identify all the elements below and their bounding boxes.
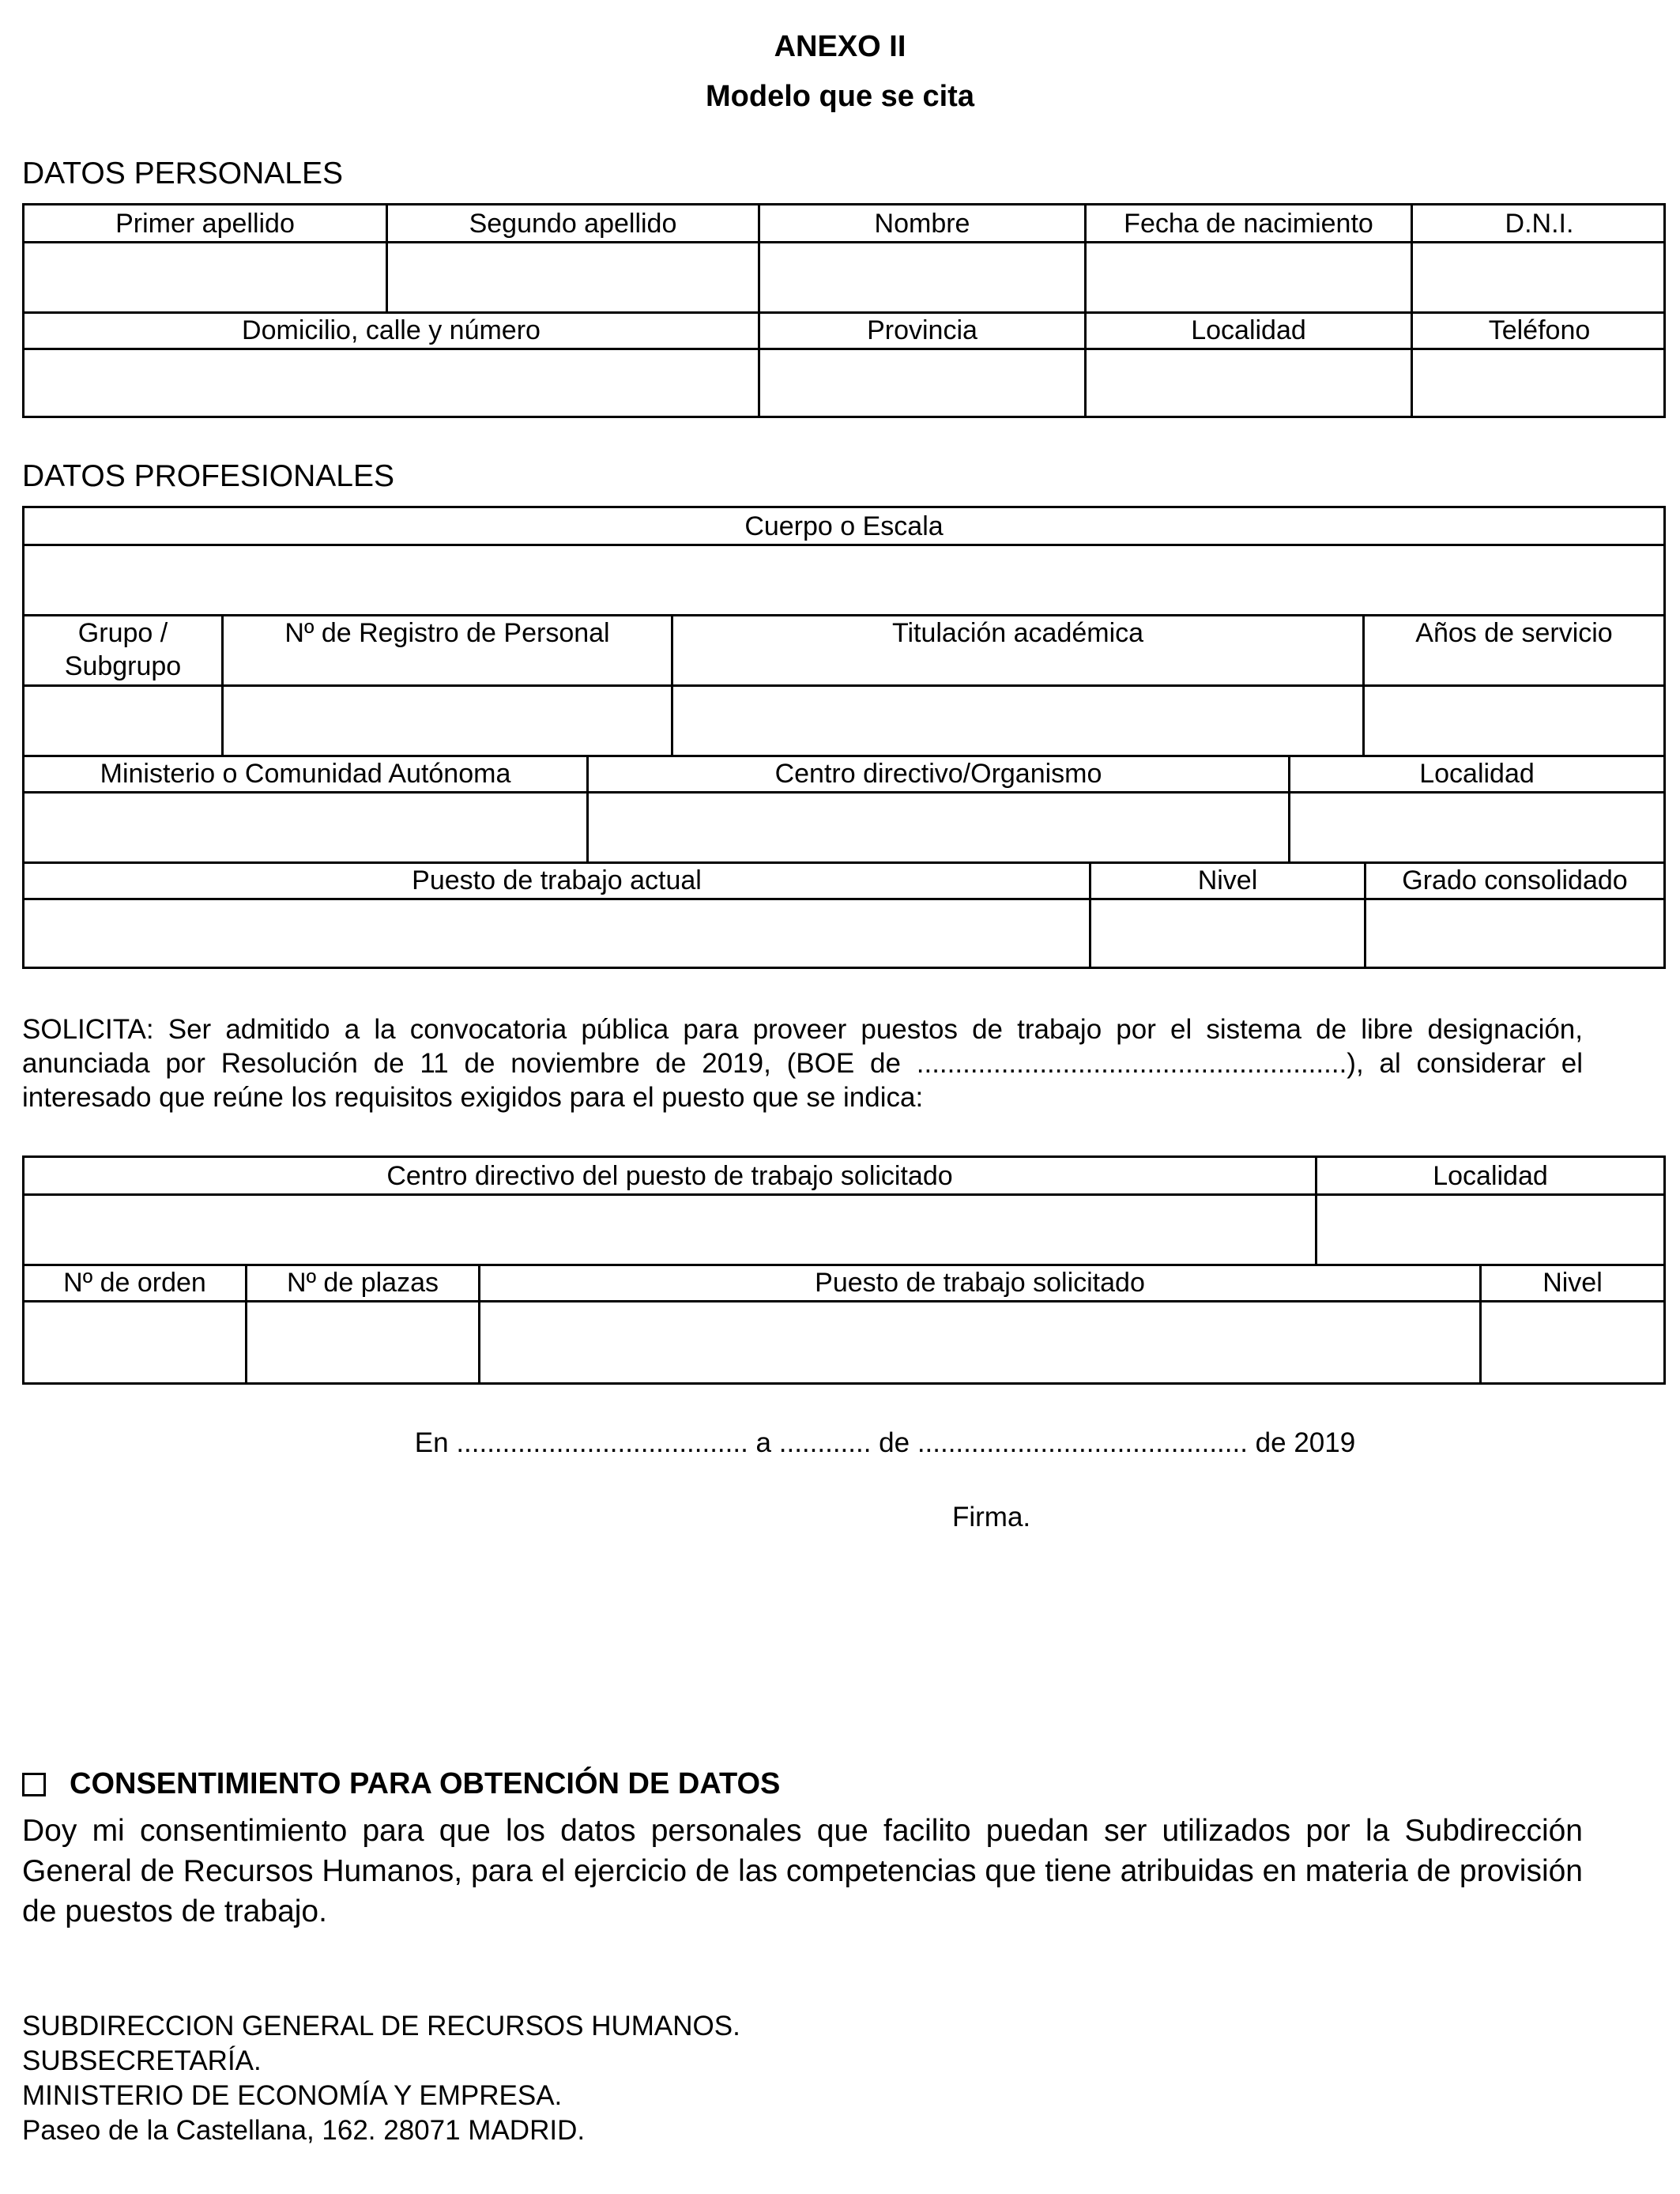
label-puesto-actual: Puesto de trabajo actual [412,865,702,895]
personal-data-table [22,203,1666,418]
label-provincia: Provincia [867,315,977,345]
label-registro-personal: Nº de Registro de Personal [284,618,610,648]
label-localidad-profesional: Localidad [1419,759,1535,789]
label-nivel-solicitado: Nivel [1543,1268,1603,1298]
requested-position-table [22,1155,1666,1385]
field-localidad-solicitada[interactable] [1317,1196,1663,1264]
consent-text: Doy mi consentimiento para que los datos personales que facilito puedan ser utilizados por la Subdirección General de Recursos Humanos, para el ejercicio de las competencias que tiene atribuidas en materia de provisión de puestos de trabajo. [22,1814,1583,1928]
field-titulacion[interactable] [673,687,1362,755]
label-numero-plazas: Nº de plazas [287,1268,439,1298]
field-segundo-apellido[interactable] [388,243,758,311]
label-localidad-solicitada: Localidad [1433,1161,1548,1191]
field-domicilio[interactable] [24,350,758,416]
field-centro-directivo[interactable] [589,794,1288,861]
professional-data-table [22,506,1666,969]
field-anos-servicio[interactable] [1365,687,1663,755]
label-anos-servicio: Años de servicio [1415,618,1613,648]
label-fecha-nacimiento: Fecha de nacimiento [1124,209,1373,239]
field-numero-orden[interactable] [24,1302,245,1382]
field-puesto-actual[interactable] [24,900,1089,967]
label-nivel-actual: Nivel [1197,865,1258,895]
field-ministerio[interactable] [24,794,586,861]
document-subtitle: Modelo que se cita [706,80,974,113]
field-numero-plazas[interactable] [247,1302,478,1382]
label-ministerio: Ministerio o Comunidad Autónoma [100,759,511,789]
field-puesto-solicitado[interactable] [480,1302,1479,1382]
label-cuerpo-escala: Cuerpo o Escala [744,511,944,541]
label-nombre: Nombre [874,209,970,239]
label-primer-apellido: Primer apellido [115,209,295,239]
field-provincia[interactable] [760,350,1084,416]
label-centro-directivo: Centro directivo/Organismo [774,759,1102,789]
field-primer-apellido[interactable] [24,243,386,311]
label-dni: D.N.I. [1505,209,1574,239]
address-line: SUBSECRETARÍA. [22,2045,262,2076]
consent-checkbox-icon[interactable] [22,1773,46,1796]
label-telefono: Teléfono [1488,315,1591,345]
label-grado-consolidado: Grado consolidado [1402,865,1628,895]
address-block [22,2009,740,2148]
signature-label: Firma. [952,1502,1031,1532]
field-telefono[interactable] [1413,350,1666,416]
label-numero-orden: Nº de orden [63,1268,206,1298]
address-line: MINISTERIO DE ECONOMÍA Y EMPRESA. [22,2080,563,2111]
field-centro-solicitado[interactable] [24,1196,1315,1264]
label-localidad-personal: Localidad [1191,315,1306,345]
field-grado-consolidado[interactable] [1366,900,1663,967]
place-date-line: En ...................................... a ............ de ........................................... de 2019 [414,1427,1356,1458]
field-nombre[interactable] [760,243,1084,311]
consent-heading [22,1767,780,1801]
field-dni[interactable] [1413,243,1666,311]
label-titulacion: Titulación académica [891,618,1144,648]
field-registro-personal[interactable] [224,687,671,755]
label-grupo-subgrupo: Grupo / Subgrupo [64,618,182,681]
address-line: SUBDIRECCION GENERAL DE RECURSOS HUMANOS. [22,2011,740,2041]
label-centro-solicitado: Centro directivo del puesto de trabajo solicitado [386,1161,953,1191]
consent-title: CONSENTIMIENTO PARA OBTENCIÓN DE DATOS [70,1767,781,1800]
field-localidad-profesional[interactable] [1290,794,1663,861]
field-nivel-actual[interactable] [1091,900,1364,967]
personal-section-title: DATOS PERSONALES [22,156,344,190]
label-segundo-apellido: Segundo apellido [469,209,677,239]
label-puesto-solicitado: Puesto de trabajo solicitado [815,1268,1145,1298]
solicita-paragraph: SOLICITA: Ser admitido a la convocatoria pública para proveer puestos de trabajo por el sistema de libre designación, anunciada por Resolución de 11 de noviembre de 2019, (BOE de ........................................................), al considerar el interesado que reúne los requisitos exigidos para el puesto que se indica: [22,1014,1583,1113]
document-title: ANEXO II [774,30,906,63]
label-domicilio: Domicilio, calle y número [242,315,541,345]
field-nivel-solicitado[interactable] [1482,1302,1663,1382]
address-line: Paseo de la Castellana, 162. 28071 MADRID. [22,2115,586,2146]
field-cuerpo-escala[interactable] [24,546,1663,614]
field-localidad-personal[interactable] [1087,350,1411,416]
field-fecha-nacimiento[interactable] [1087,243,1411,311]
field-grupo-subgrupo[interactable] [24,687,221,755]
professional-section-title: DATOS PROFESIONALES [22,459,395,493]
